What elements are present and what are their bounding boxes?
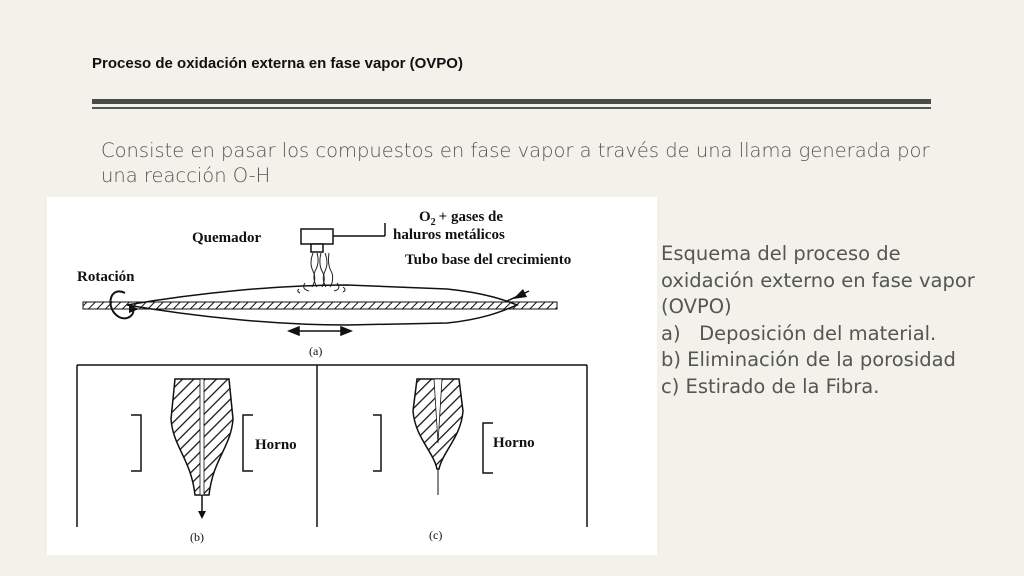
label-tubo: Tubo base del crecimiento (405, 252, 572, 268)
label-panel-a: (a) (309, 344, 323, 358)
label-quemador: Quemador (192, 230, 262, 246)
traverse-arrow-icon (289, 327, 351, 335)
figure-caption (661, 241, 1001, 400)
caption-line: Esquema del proceso de (661, 242, 901, 265)
label-rotacion: Rotación (77, 269, 135, 285)
label-haluros: haluros metálicos (393, 227, 505, 243)
collapse-preform (131, 379, 253, 519)
title-divider-thin (92, 107, 931, 109)
ovpo-diagram (47, 197, 657, 555)
label-horno-c: Horno (493, 435, 535, 451)
title-divider (92, 99, 931, 104)
slide-title: Proceso de oxidación externa en fase vapor (OVPO) (92, 55, 463, 72)
draw-preform (373, 379, 493, 495)
label-horno-b: Horno (255, 437, 297, 453)
caption-line: oxidación externo en fase vapor (661, 268, 975, 292)
base-tube (83, 289, 557, 309)
caption-item-c: c) Estirado de la Fibra. (661, 374, 880, 398)
caption-item-a: a) Deposición del material. (661, 321, 937, 345)
intro-paragraph: Consiste en pasar los compuestos en fase vapor a través de una llama generada por una reacción O-H (101, 139, 930, 187)
flame-icon (298, 253, 345, 293)
label-panel-b: (b) (190, 530, 204, 544)
label-panel-c: (c) (429, 528, 443, 542)
label-o2: $O_2$ + gases de (419, 209, 504, 228)
caption-item-b: b) Eliminación de la porosidad (661, 348, 956, 371)
burner-icon (301, 223, 385, 252)
caption-line: (OVPO) (661, 295, 732, 318)
